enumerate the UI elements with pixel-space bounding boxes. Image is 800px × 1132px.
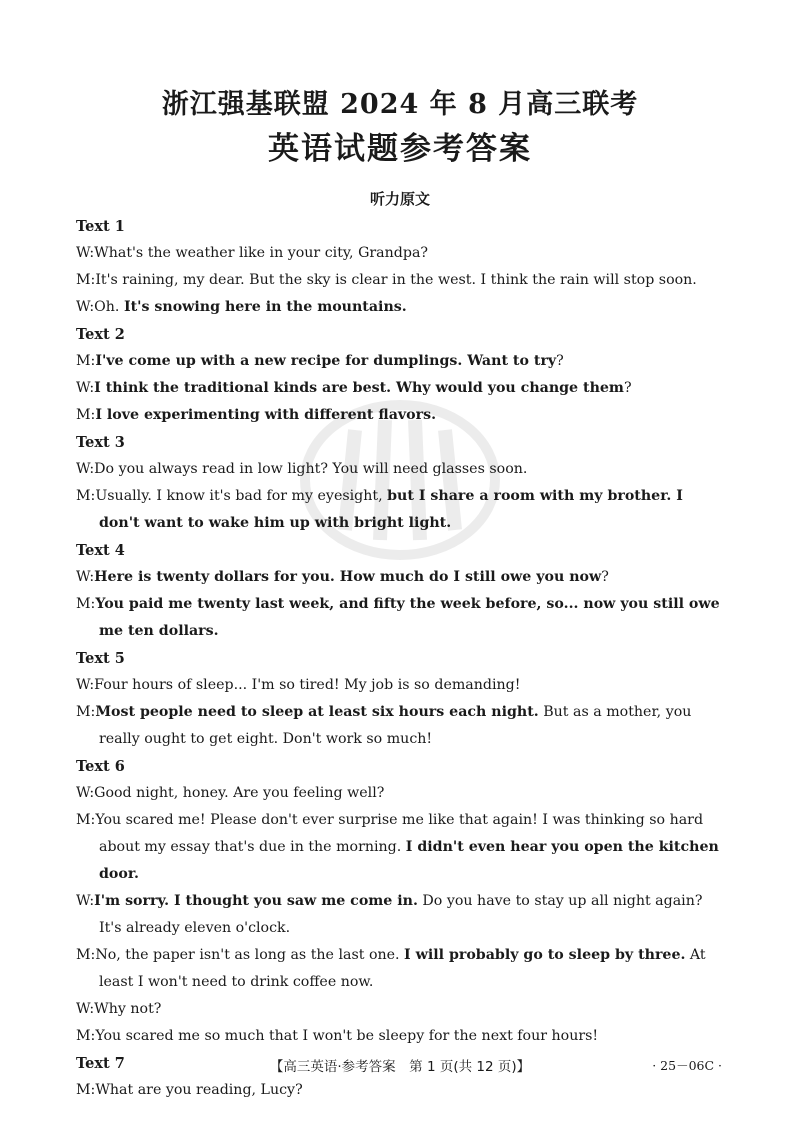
answer-highlight: I've come up with a new recipe for dumplings. Want to try (95, 353, 557, 369)
dialogue-line (76, 456, 728, 483)
dialogue-text: Four hours of sleep... I'm so tired! My job is so demanding! (94, 677, 521, 693)
answer-highlight: I'm sorry. I thought you saw me come in. (94, 893, 418, 909)
dialogue-line (76, 888, 728, 942)
dialogue-line (76, 807, 728, 888)
text-heading: Text 5 (76, 650, 125, 667)
dialogue-line (76, 402, 728, 429)
dialogue-text: It's raining, my dear. But the sky is clear in the west. I think the rain will stop soon. (95, 272, 697, 288)
dialogue-line (76, 240, 728, 267)
dialogue-line (76, 996, 728, 1023)
answer-highlight: I love experimenting with different flavors. (95, 407, 437, 423)
dialogue-line (76, 375, 728, 402)
text-heading: Text 1 (76, 218, 125, 235)
speaker-label: M: (76, 353, 96, 369)
speaker-label: W: (76, 299, 95, 315)
transcript (76, 213, 728, 1104)
text-heading: Text 3 (76, 434, 125, 451)
dialogue-text: ? (601, 569, 609, 585)
answer-highlight: Here is twenty dollars for you. How much do I still owe you now (94, 569, 602, 585)
speaker-label: M: (76, 1028, 96, 1044)
answer-highlight: I didn't even hear you open the kitchen door. (99, 839, 719, 882)
exam-title: 浙江强基联盟 2024 年 8 月高三联考 (161, 89, 639, 120)
speaker-label: W: (76, 677, 95, 693)
dialogue-text: Do you have to stay up all night again? It's already eleven o'clock. (99, 893, 703, 936)
speaker-label: W: (76, 245, 95, 261)
dialogue-line (76, 483, 728, 537)
dialogue-text: ? (556, 353, 564, 369)
dialogue-text: Do you always read in low light? You will need glasses soon. (94, 461, 528, 477)
speaker-label: W: (76, 1001, 95, 1017)
speaker-label: W: (76, 785, 95, 801)
dialogue-text: You scared me! Please don't ever surprise me like that again! I was thinking so hard about my essay that's due in the morning. (95, 812, 704, 855)
dialogue-line (76, 780, 728, 807)
speaker-label: M: (76, 488, 96, 504)
speaker-label: M: (76, 272, 96, 288)
dialogue-text: Why not? (94, 1001, 162, 1017)
page-code: · 25－06C · (652, 1058, 722, 1073)
speaker-label: M: (76, 596, 96, 612)
dialogue-text: You scared me so much that I won't be sleepy for the next four hours! (95, 1028, 599, 1044)
dialogue-line (76, 294, 728, 321)
dialogue-text: Good night, honey. Are you feeling well? (94, 785, 385, 801)
answer-highlight: It's snowing here in the mountains. (123, 299, 407, 315)
dialogue-line (76, 672, 728, 699)
speaker-label: M: (76, 812, 96, 828)
dialogue-text: No, the paper isn't as long as the last one. (95, 947, 405, 963)
dialogue-line (76, 1077, 728, 1104)
speaker-label: M: (76, 947, 96, 963)
answer-key-title: 英语试题参考答案 (268, 131, 532, 167)
dialogue-text: ? (623, 380, 632, 396)
answer-highlight: I will probably go to sleep by three. (404, 947, 686, 963)
dialogue-line (76, 564, 728, 591)
dialogue-line (76, 1023, 728, 1050)
dialogue-text: What's the weather like in your city, Grandpa? (94, 245, 429, 261)
dialogue-line (76, 942, 728, 996)
dialogue-text: But as a mother, you really ought to get eight. Don't work so much! (99, 704, 692, 747)
dialogue-text: What are you reading, Lucy? (95, 1082, 303, 1098)
dialogue-line (76, 699, 728, 753)
speaker-label: W: (76, 569, 95, 585)
speaker-label: W: (76, 893, 95, 909)
section-subtitle: 听力原文 (369, 190, 430, 208)
page-footer: 【高三英语·参考答案 第 1 页(共 12 页)】 (269, 1059, 531, 1075)
text-heading: Text 2 (76, 326, 125, 343)
dialogue-text: Oh. (94, 299, 124, 315)
dialogue-text: Usually. I know it's bad for my eyesight, (95, 488, 388, 504)
answer-highlight: You paid me twenty last week, and fifty the week before, so... now you still owe me ten dollars. (95, 596, 720, 639)
speaker-label: M: (76, 407, 96, 423)
speaker-label: W: (76, 380, 95, 396)
answer-highlight: Most people need to sleep at least six hours each night. (95, 704, 539, 720)
text-heading: Text 7 (76, 1055, 125, 1072)
text-heading: Text 6 (76, 758, 125, 775)
dialogue-line (76, 591, 728, 645)
speaker-label: M: (76, 704, 96, 720)
answer-highlight: I think the traditional kinds are best. Why would you change them (94, 380, 624, 396)
answer-highlight: but I share a room with my brother. I don't want to wake him up with bright light. (99, 488, 683, 531)
dialogue-line (76, 267, 728, 294)
speaker-label: M: (76, 1082, 96, 1098)
dialogue-text: At least I won't need to drink coffee now. (99, 947, 706, 990)
dialogue-line (76, 348, 728, 375)
text-heading: Text 4 (76, 542, 125, 559)
speaker-label: W: (76, 461, 95, 477)
